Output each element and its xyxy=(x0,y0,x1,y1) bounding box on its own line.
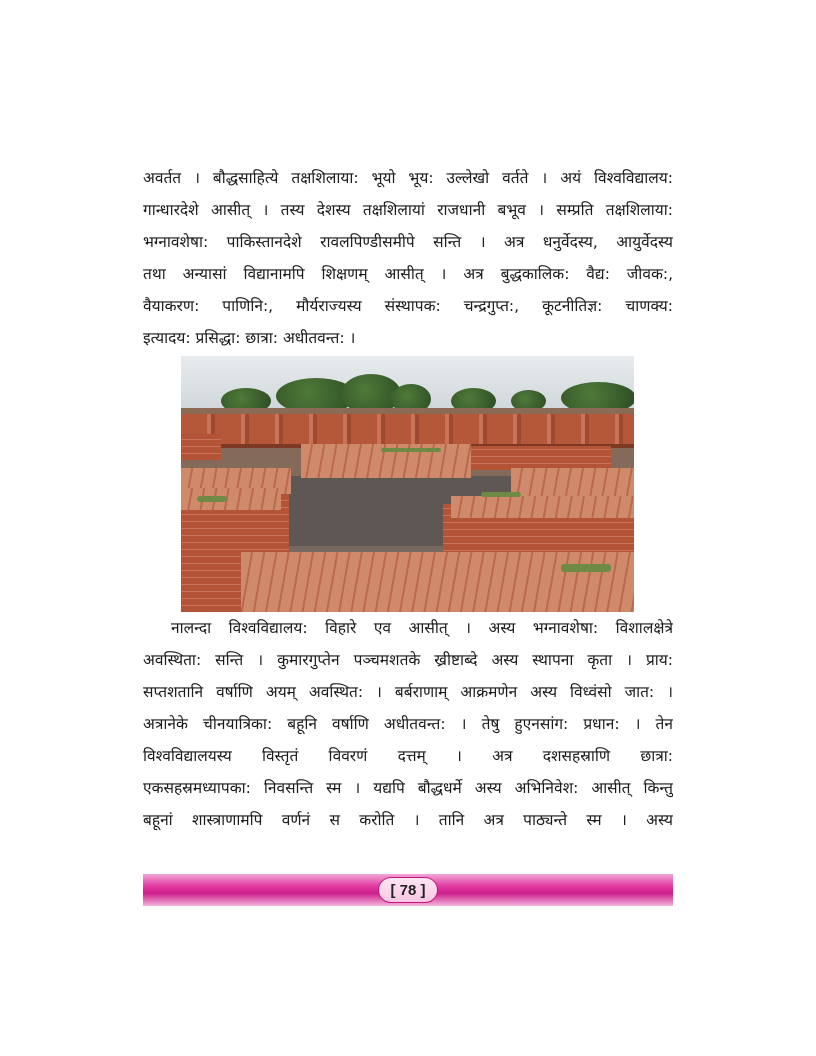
text-line: नालन्दा विश्वविद्यालय: विहारे एव आसीत् । अस्य भग्नावशेषा: विशालक्षेत्रे xyxy=(171,619,673,637)
text-line: वैयाकरण: पाणिनि:, मौर्यराज्यस्य संस्थापक: चन्द्रगुप्त:, कूटनीतिज्ञ: चाणक्य: xyxy=(143,297,673,315)
text-line: गान्धारदेशे आसीत् । तस्य देशस्य तक्षशिलायां राजधानी बभूव । सम्प्रति तक्षशिलाया: xyxy=(143,201,673,219)
text-line: तथा अन्यासां विद्यानामपि शिक्षणम् आसीत् । अत्र बुद्धकालिक: वैद्य: जीवक:, xyxy=(143,265,673,283)
text-line: अवर्तत । बौद्धसाहित्ये तक्षशिलाया: भूयो भूय: उल्लेखो वर्तते । अयं विश्वविद्यालय: xyxy=(143,169,673,187)
text-line: विश्वविद्यालयस्य विस्तृतं विवरणं दत्तम् । अत्र दशसहस्राणि छात्रा: xyxy=(143,747,673,765)
paragraph-nalanda xyxy=(143,612,673,836)
text-line: इत्यादय: प्रसिद्धा: छात्रा: अधीतवन्त: । xyxy=(143,329,356,347)
page-number: [ 78 ] xyxy=(378,877,438,903)
nalanda-ruins-photo xyxy=(181,356,634,612)
paragraph-takshashila xyxy=(143,162,673,354)
text-line: अत्रानेके चीनयात्रिका: बहूनि वर्षाणि अधीतवन्त: । तेषु हुएनसांग: प्रधान: । तेन xyxy=(143,715,673,733)
text-line: बहूनां शास्त्राणामपि वर्णनं स करोति । तानि अत्र पाठ्यन्ते स्म । अस्य xyxy=(143,811,673,829)
text-line: अवस्थिता: सन्ति । कुमारगुप्तेन पञ्चमशतके ख्रीष्टाब्दे अस्य स्थापना कृता । प्राय: xyxy=(143,651,673,669)
text-line: भग्नावशेषा: पाकिस्तानदेशे रावलपिण्डीसमीपे सन्ति । अत्र धनुर्वेदस्य, आयुर्वेदस्य xyxy=(143,233,673,251)
text-line: सप्तशतानि वर्षाणि अयम् अवस्थित: । बर्बराणाम् आक्रमणेन अस्य विध्वंसो जात: । xyxy=(143,683,673,701)
text-line: एकसहस्रमध्यापका: निवसन्ति स्म । यद्यपि बौद्धधर्मे अस्य अभिनिवेश: आसीत् किन्तु xyxy=(143,779,673,797)
